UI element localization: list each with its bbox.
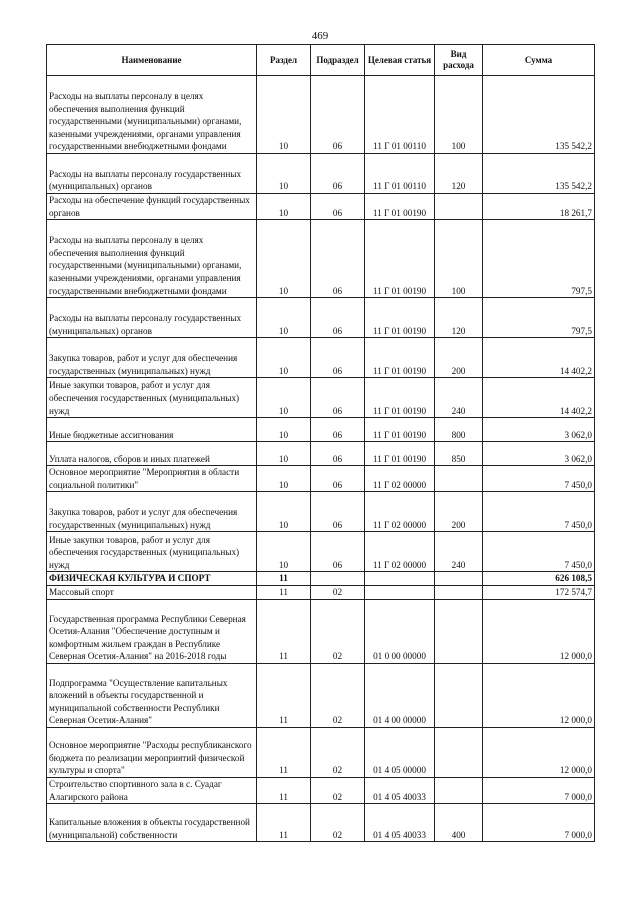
row-section-cell: 10 bbox=[257, 220, 311, 298]
row-amount-cell: 172 574,7 bbox=[483, 585, 595, 599]
row-name-cell: ФИЗИЧЕСКАЯ КУЛЬТУРА И СПОРТ bbox=[47, 572, 257, 586]
row-subsection-cell: 06 bbox=[311, 76, 365, 154]
row-subsection-cell: 06 bbox=[311, 298, 365, 338]
row-type-cell bbox=[435, 599, 483, 663]
row-section-cell: 10 bbox=[257, 194, 311, 220]
row-target-cell: 01 4 05 00000 bbox=[365, 727, 435, 777]
row-target-cell: 01 4 05 40033 bbox=[365, 777, 435, 803]
row-amount-cell: 14 402,2 bbox=[483, 338, 595, 378]
header-row bbox=[47, 45, 595, 76]
row-section-cell: 10 bbox=[257, 76, 311, 154]
row-section-cell: 10 bbox=[257, 466, 311, 492]
row-amount-cell: 7 450,0 bbox=[483, 532, 595, 572]
row-subsection-cell: 02 bbox=[311, 585, 365, 599]
row-amount-cell: 135 542,2 bbox=[483, 154, 595, 194]
table-row bbox=[47, 378, 595, 418]
row-name-cell: Государственная программа Республики Северная Осетия-Алания "Обеспечение доступным и комфортным жильем граждан в Республике Северная Осетия-Алания" на 2016-2018 годы bbox=[47, 599, 257, 663]
row-section-cell: 11 bbox=[257, 727, 311, 777]
row-subsection-cell bbox=[311, 572, 365, 586]
row-amount-cell: 7 450,0 bbox=[483, 466, 595, 492]
row-subsection-cell: 06 bbox=[311, 442, 365, 466]
row-name-cell: Закупка товаров, работ и услуг для обеспечения государственных (муниципальных) нужд bbox=[47, 492, 257, 532]
row-subsection-cell: 06 bbox=[311, 532, 365, 572]
row-name-cell: Капитальные вложения в объекты государственной (муниципальной) собственности bbox=[47, 804, 257, 842]
page-number: 469 bbox=[311, 30, 329, 42]
row-amount-cell: 3 062,0 bbox=[483, 418, 595, 442]
table-row bbox=[47, 154, 595, 194]
row-amount-cell: 3 062,0 bbox=[483, 442, 595, 466]
row-name-cell: Иные бюджетные ассигнования bbox=[47, 418, 257, 442]
row-type-cell: 240 bbox=[435, 378, 483, 418]
row-target-cell: 11 Г 01 00190 bbox=[365, 378, 435, 418]
row-section-cell: 10 bbox=[257, 338, 311, 378]
row-amount-cell: 12 000,0 bbox=[483, 727, 595, 777]
row-subsection-cell: 06 bbox=[311, 154, 365, 194]
row-target-cell: 11 Г 01 00110 bbox=[365, 154, 435, 194]
table-row bbox=[47, 338, 595, 378]
row-type-cell: 400 bbox=[435, 804, 483, 842]
table-row bbox=[47, 663, 595, 727]
row-type-cell: 800 bbox=[435, 418, 483, 442]
row-section-cell: 10 bbox=[257, 154, 311, 194]
row-type-cell bbox=[435, 663, 483, 727]
table-row bbox=[47, 727, 595, 777]
header-section: Раздел bbox=[257, 45, 311, 76]
row-target-cell: 11 Г 01 00190 bbox=[365, 442, 435, 466]
row-amount-cell: 7 450,0 bbox=[483, 492, 595, 532]
row-subsection-cell: 06 bbox=[311, 378, 365, 418]
header-amount: Сумма bbox=[483, 45, 595, 76]
row-subsection-cell: 06 bbox=[311, 220, 365, 298]
header-name: Наименование bbox=[47, 45, 257, 76]
row-name-cell: Основное мероприятие "Мероприятия в области социальной политики" bbox=[47, 466, 257, 492]
row-subsection-cell: 02 bbox=[311, 777, 365, 803]
row-name-cell: Иные закупки товаров, работ и услуг для обеспечения государственных (муниципальных) нужд bbox=[47, 378, 257, 418]
row-type-cell bbox=[435, 727, 483, 777]
row-name-cell: Строительство спортивного зала в с. Суадаг Алагирского района bbox=[47, 777, 257, 803]
row-target-cell: 01 0 00 00000 bbox=[365, 599, 435, 663]
row-section-cell: 11 bbox=[257, 599, 311, 663]
row-name-cell: Закупка товаров, работ и услуг для обеспечения государственных (муниципальных) нужд bbox=[47, 338, 257, 378]
row-subsection-cell: 02 bbox=[311, 727, 365, 777]
row-section-cell: 11 bbox=[257, 585, 311, 599]
header-type: Вид расхода bbox=[435, 45, 483, 76]
row-amount-cell: 7 000,0 bbox=[483, 804, 595, 842]
row-target-cell: 11 Г 01 00190 bbox=[365, 194, 435, 220]
row-target-cell: 11 Г 01 00190 bbox=[365, 338, 435, 378]
row-type-cell bbox=[435, 777, 483, 803]
row-target-cell: 01 4 05 40033 bbox=[365, 804, 435, 842]
row-section-cell: 11 bbox=[257, 663, 311, 727]
row-type-cell: 240 bbox=[435, 532, 483, 572]
row-target-cell: 11 Г 01 00110 bbox=[365, 76, 435, 154]
row-subsection-cell: 06 bbox=[311, 492, 365, 532]
table-row bbox=[47, 804, 595, 842]
row-section-cell: 10 bbox=[257, 492, 311, 532]
row-target-cell: 11 Г 02 00000 bbox=[365, 466, 435, 492]
row-type-cell: 200 bbox=[435, 338, 483, 378]
row-type-cell: 850 bbox=[435, 442, 483, 466]
row-subsection-cell: 02 bbox=[311, 663, 365, 727]
table-row bbox=[47, 194, 595, 220]
row-subsection-cell: 06 bbox=[311, 466, 365, 492]
table-row bbox=[47, 466, 595, 492]
table-row bbox=[47, 777, 595, 803]
row-target-cell: 01 4 00 00000 bbox=[365, 663, 435, 727]
row-type-cell bbox=[435, 466, 483, 492]
row-amount-cell: 14 402,2 bbox=[483, 378, 595, 418]
row-subsection-cell: 06 bbox=[311, 338, 365, 378]
row-name-cell: Подпрограмма "Осуществление капитальных вложений в объекты государственной и муниципальной собственности Республики Северная Осетия-Алания" bbox=[47, 663, 257, 727]
row-type-cell: 120 bbox=[435, 298, 483, 338]
row-target-cell: 11 Г 02 00000 bbox=[365, 492, 435, 532]
row-name-cell: Уплата налогов, сборов и иных платежей bbox=[47, 442, 257, 466]
row-name-cell: Основное мероприятие "Расходы республиканского бюджета по реализации мероприятий физической культуры и спорта" bbox=[47, 727, 257, 777]
row-name-cell: Расходы на выплаты персоналу государственных (муниципальных) органов bbox=[47, 154, 257, 194]
table-row bbox=[47, 585, 595, 599]
row-type-cell: 200 bbox=[435, 492, 483, 532]
row-type-cell: 100 bbox=[435, 76, 483, 154]
row-amount-cell: 135 542,2 bbox=[483, 76, 595, 154]
row-name-cell: Массовый спорт bbox=[47, 585, 257, 599]
row-target-cell: 11 Г 01 00190 bbox=[365, 418, 435, 442]
table-row bbox=[47, 220, 595, 298]
row-target-cell bbox=[365, 572, 435, 586]
row-section-cell: 10 bbox=[257, 532, 311, 572]
row-type-cell: 120 bbox=[435, 154, 483, 194]
header-subsection: Подраздел bbox=[311, 45, 365, 76]
row-subsection-cell: 06 bbox=[311, 194, 365, 220]
row-name-cell: Расходы на обеспечение функций государственных органов bbox=[47, 194, 257, 220]
row-section-cell: 11 bbox=[257, 804, 311, 842]
table-row bbox=[47, 442, 595, 466]
row-amount-cell: 797,5 bbox=[483, 220, 595, 298]
row-section-cell: 11 bbox=[257, 777, 311, 803]
row-subsection-cell: 02 bbox=[311, 804, 365, 842]
row-type-cell: 100 bbox=[435, 220, 483, 298]
row-amount-cell: 797,5 bbox=[483, 298, 595, 338]
row-amount-cell: 7 000,0 bbox=[483, 777, 595, 803]
budget-table bbox=[46, 44, 595, 842]
row-amount-cell: 12 000,0 bbox=[483, 599, 595, 663]
row-target-cell: 11 Г 01 00190 bbox=[365, 298, 435, 338]
row-subsection-cell: 06 bbox=[311, 418, 365, 442]
row-type-cell bbox=[435, 585, 483, 599]
row-amount-cell: 626 108,5 bbox=[483, 572, 595, 586]
row-name-cell: Расходы на выплаты персоналу в целях обеспечения выполнения функций государственными (муниципальными) органами, казенными учреждениями, органами управления государственными внебюджетными фондами bbox=[47, 220, 257, 298]
row-section-cell: 10 bbox=[257, 298, 311, 338]
row-section-cell: 10 bbox=[257, 418, 311, 442]
row-name-cell: Иные закупки товаров, работ и услуг для обеспечения государственных (муниципальных) нужд bbox=[47, 532, 257, 572]
table-row bbox=[47, 298, 595, 338]
row-name-cell: Расходы на выплаты персоналу государственных (муниципальных) органов bbox=[47, 298, 257, 338]
row-name-cell: Расходы на выплаты персоналу в целях обеспечения выполнения функций государственными (муниципальными) органами, казенными учреждениями, органами управления государственными внебюджетными фондами bbox=[47, 76, 257, 154]
row-target-cell: 11 Г 01 00190 bbox=[365, 220, 435, 298]
table-row bbox=[47, 572, 595, 586]
row-target-cell bbox=[365, 585, 435, 599]
row-section-cell: 10 bbox=[257, 442, 311, 466]
table-row bbox=[47, 599, 595, 663]
table-row bbox=[47, 418, 595, 442]
row-section-cell: 11 bbox=[257, 572, 311, 586]
table-row bbox=[47, 492, 595, 532]
row-type-cell bbox=[435, 194, 483, 220]
header-target: Целевая статья bbox=[365, 45, 435, 76]
row-type-cell bbox=[435, 572, 483, 586]
row-subsection-cell: 02 bbox=[311, 599, 365, 663]
row-amount-cell: 12 000,0 bbox=[483, 663, 595, 727]
table-row bbox=[47, 76, 595, 154]
table-row bbox=[47, 532, 595, 572]
row-amount-cell: 18 261,7 bbox=[483, 194, 595, 220]
row-section-cell: 10 bbox=[257, 378, 311, 418]
row-target-cell: 11 Г 02 00000 bbox=[365, 532, 435, 572]
